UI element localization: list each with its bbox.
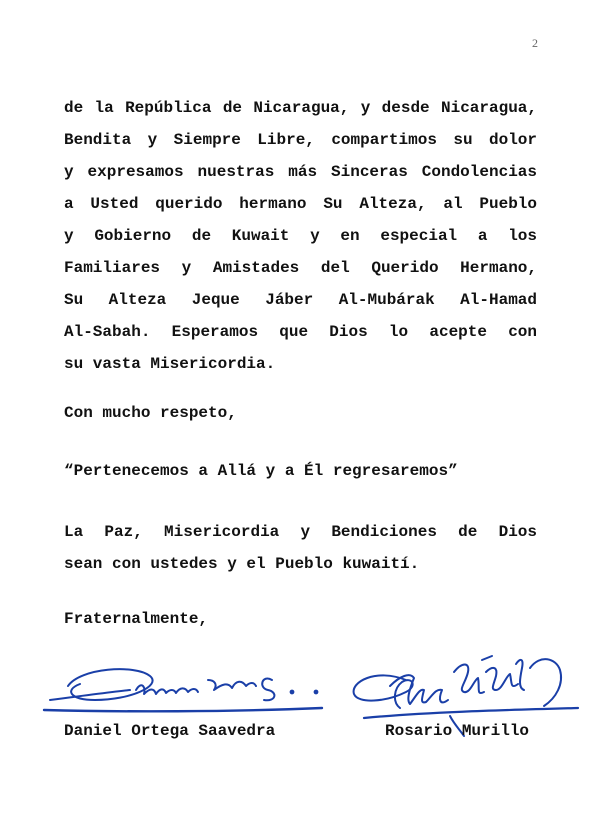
- paragraph-line: Familiares y Amistades del Querido Hermano,: [64, 259, 537, 277]
- paragraph-line: sean con ustedes y el Pueblo kuwaití.: [64, 555, 420, 573]
- paragraph-line: Al-Sabah. Esperamos que Dios lo acepte con: [64, 323, 537, 341]
- closing-respect: Con mucho respeto,: [64, 404, 237, 422]
- signature-left-image: [40, 656, 330, 720]
- paragraph-line: de la República de Nicaragua, y desde Nicaragua,: [64, 99, 537, 117]
- blessing-paragraph: [64, 516, 537, 580]
- sign-off: Fraternalmente,: [64, 610, 209, 628]
- page-number: 2: [532, 36, 538, 50]
- signatory-left-name: Daniel Ortega Saavedra: [64, 722, 276, 740]
- signatory-right-name: Rosario Murillo: [385, 722, 530, 740]
- paragraph-line: su vasta Misericordia.: [64, 355, 276, 373]
- paragraph-line: Su Alteza Jeque Jáber Al-Mubárak Al-Hamad: [64, 291, 537, 309]
- paragraph-line: Bendita y Siempre Libre, compartimos su dolor: [64, 131, 537, 149]
- letter-body: [64, 92, 537, 380]
- paragraph-line: y expresamos nuestras más Sinceras Condolencias: [64, 163, 537, 181]
- condolence-paragraph: [64, 92, 537, 380]
- paragraph-line: La Paz, Misericordia y Bendiciones de Dios: [64, 523, 537, 541]
- paragraph-line: a Usted querido hermano Su Alteza, al Pueblo: [64, 195, 537, 213]
- paragraph-line: y Gobierno de Kuwait y en especial a los: [64, 227, 537, 245]
- quote-line: “Pertenecemos a Allá y a Él regresaremos”: [64, 462, 458, 480]
